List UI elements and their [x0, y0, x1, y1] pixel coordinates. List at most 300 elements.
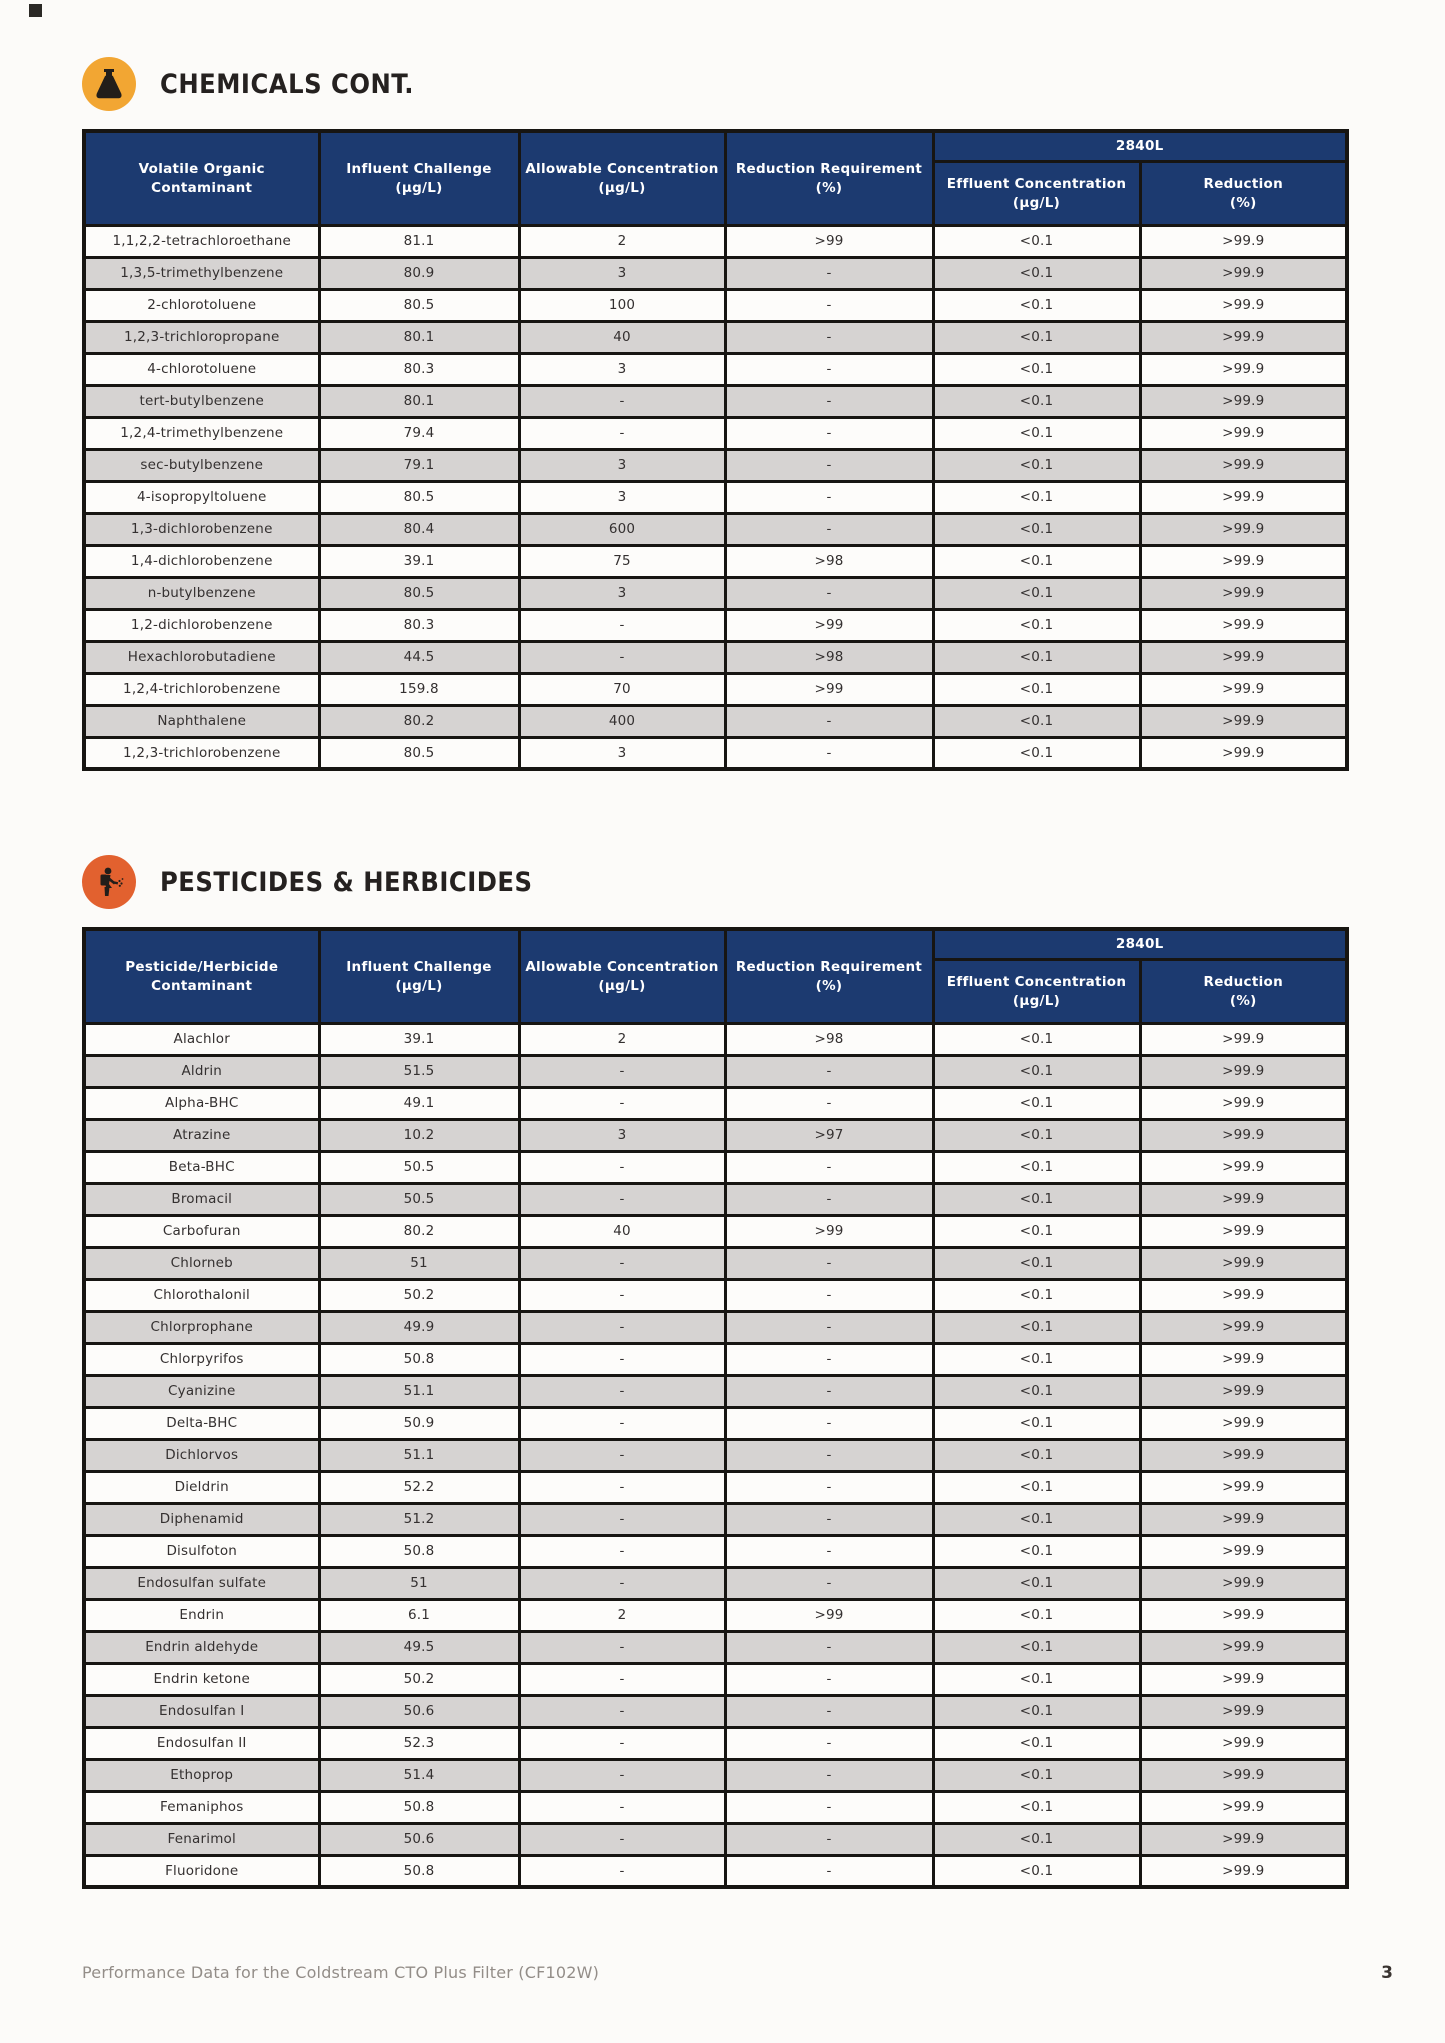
cell-value: >99.9 [1140, 1087, 1347, 1119]
cell-value: 159.8 [319, 673, 519, 705]
table-row [84, 513, 1347, 545]
cell-value: 80.4 [319, 513, 519, 545]
cell-value: 80.5 [319, 737, 519, 769]
table-row [84, 1183, 1347, 1215]
col-header: Allowable Concentration (µg/L) [519, 929, 725, 1023]
cell-value: 80.1 [319, 321, 519, 353]
cell-contaminant: Cyanizine [84, 1375, 319, 1407]
cell-value: - [519, 1503, 725, 1535]
cell-value: - [519, 609, 725, 641]
table-row [84, 1471, 1347, 1503]
cell-value: 6.1 [319, 1599, 519, 1631]
cell-value: - [519, 1535, 725, 1567]
cell-value: <0.1 [933, 1759, 1140, 1791]
cell-value: <0.1 [933, 1119, 1140, 1151]
cell-contaminant: 1,2-dichlorobenzene [84, 609, 319, 641]
cell-value: >99.9 [1140, 1631, 1347, 1663]
cell-value: <0.1 [933, 545, 1140, 577]
cell-value: >99.9 [1140, 353, 1347, 385]
cell-value: - [519, 1759, 725, 1791]
cell-value: 3 [519, 577, 725, 609]
cell-value: 80.9 [319, 257, 519, 289]
table-row [84, 1407, 1347, 1439]
cell-contaminant: 1,4-dichlorobenzene [84, 545, 319, 577]
group-col-header: Reduction (%) [1140, 161, 1347, 225]
table-row [84, 1151, 1347, 1183]
cell-value: 50.6 [319, 1823, 519, 1855]
sprayer-icon [82, 855, 136, 909]
cell-value: 50.8 [319, 1791, 519, 1823]
chemicals-section [82, 55, 1345, 771]
cell-value: 70 [519, 673, 725, 705]
cell-value: <0.1 [933, 641, 1140, 673]
cell-value: - [725, 385, 933, 417]
cell-value: >99.9 [1140, 1663, 1347, 1695]
cell-value: <0.1 [933, 321, 1140, 353]
cell-value: - [519, 1247, 725, 1279]
cell-contaminant: Bromacil [84, 1183, 319, 1215]
table-row [84, 289, 1347, 321]
cell-value: - [519, 1343, 725, 1375]
table-row [84, 321, 1347, 353]
cell-value: >99.9 [1140, 257, 1347, 289]
cell-value: - [725, 353, 933, 385]
table-row [84, 1279, 1347, 1311]
table-row [84, 1759, 1347, 1791]
group-col-header: Reduction (%) [1140, 959, 1347, 1023]
group-col-header: Effluent Concentration (µg/L) [933, 161, 1140, 225]
table-row [84, 1215, 1347, 1247]
scan-corner-mark [29, 4, 42, 17]
cell-value: <0.1 [933, 1279, 1140, 1311]
cell-value: >99 [725, 1599, 933, 1631]
cell-value: - [725, 481, 933, 513]
cell-value: 2 [519, 225, 725, 257]
col-header: Allowable Concentration (µg/L) [519, 131, 725, 225]
cell-value: 3 [519, 257, 725, 289]
table-row [84, 257, 1347, 289]
cell-value: >99.9 [1140, 1247, 1347, 1279]
cell-contaminant: Alpha-BHC [84, 1087, 319, 1119]
cell-value: >99.9 [1140, 1535, 1347, 1567]
group-header-2840L: 2840L [933, 131, 1347, 161]
cell-value: - [519, 1055, 725, 1087]
cell-value: <0.1 [933, 1535, 1140, 1567]
table-row [84, 225, 1347, 257]
cell-value: <0.1 [933, 385, 1140, 417]
cell-contaminant: Fenarimol [84, 1823, 319, 1855]
cell-value: >99 [725, 225, 933, 257]
cell-value: >99.9 [1140, 1823, 1347, 1855]
cell-value: 51.2 [319, 1503, 519, 1535]
cell-value: - [519, 1663, 725, 1695]
cell-value: - [725, 1855, 933, 1887]
cell-value: - [519, 1567, 725, 1599]
table-row [84, 449, 1347, 481]
cell-value: 40 [519, 321, 725, 353]
cell-value: 50.5 [319, 1183, 519, 1215]
table-row [84, 417, 1347, 449]
cell-value: <0.1 [933, 1471, 1140, 1503]
cell-value: >97 [725, 1119, 933, 1151]
cell-contaminant: Fluoridone [84, 1855, 319, 1887]
cell-value: - [725, 257, 933, 289]
col-header: Influent Challenge (µg/L) [319, 929, 519, 1023]
cell-value: - [519, 1727, 725, 1759]
cell-contaminant: Endosulfan sulfate [84, 1567, 319, 1599]
cell-value: - [725, 1791, 933, 1823]
table-row [84, 1023, 1347, 1055]
cell-value: >99 [725, 673, 933, 705]
cell-value: >99.9 [1140, 641, 1347, 673]
cell-value: <0.1 [933, 1439, 1140, 1471]
cell-value: 51 [319, 1247, 519, 1279]
pesticides-table [82, 927, 1349, 1889]
cell-value: >99.9 [1140, 1055, 1347, 1087]
cell-value: 50.2 [319, 1663, 519, 1695]
cell-value: <0.1 [933, 1407, 1140, 1439]
cell-value: <0.1 [933, 737, 1140, 769]
table-row [84, 1567, 1347, 1599]
cell-value: - [519, 1471, 725, 1503]
cell-value: >99.9 [1140, 1439, 1347, 1471]
cell-contaminant: Aldrin [84, 1055, 319, 1087]
table-row [84, 1823, 1347, 1855]
cell-value: - [519, 641, 725, 673]
cell-value: <0.1 [933, 1087, 1140, 1119]
cell-value: - [519, 1791, 725, 1823]
cell-value: 2 [519, 1599, 725, 1631]
page-footer [82, 1963, 1393, 1983]
cell-value: - [725, 1311, 933, 1343]
table-row [84, 1535, 1347, 1567]
cell-value: >99.9 [1140, 737, 1347, 769]
cell-value: >99.9 [1140, 1695, 1347, 1727]
cell-value: >99.9 [1140, 1343, 1347, 1375]
cell-value: 80.1 [319, 385, 519, 417]
cell-value: <0.1 [933, 1503, 1140, 1535]
cell-contaminant: Endrin ketone [84, 1663, 319, 1695]
cell-value: 80.5 [319, 577, 519, 609]
cell-value: 52.3 [319, 1727, 519, 1759]
cell-value: - [519, 1855, 725, 1887]
cell-contaminant: 1,2,4-trimethylbenzene [84, 417, 319, 449]
cell-value: - [519, 1695, 725, 1727]
cell-value: - [725, 1407, 933, 1439]
cell-value: 3 [519, 737, 725, 769]
cell-value: - [519, 1151, 725, 1183]
cell-contaminant: Diphenamid [84, 1503, 319, 1535]
cell-contaminant: 1,3,5-trimethylbenzene [84, 257, 319, 289]
cell-value: <0.1 [933, 1247, 1140, 1279]
cell-value: 51.4 [319, 1759, 519, 1791]
cell-value: - [725, 1375, 933, 1407]
cell-contaminant: Delta-BHC [84, 1407, 319, 1439]
cell-value: <0.1 [933, 1823, 1140, 1855]
table-row [84, 481, 1347, 513]
cell-value: <0.1 [933, 1023, 1140, 1055]
table-row [84, 705, 1347, 737]
cell-value: - [725, 449, 933, 481]
cell-value: - [725, 705, 933, 737]
cell-value: >99.9 [1140, 481, 1347, 513]
cell-value: - [725, 1695, 933, 1727]
table-row [84, 1503, 1347, 1535]
section-title-pesticides: PESTICIDES & HERBICIDES [160, 866, 533, 898]
cell-value: 81.1 [319, 225, 519, 257]
cell-value: 50.8 [319, 1343, 519, 1375]
cell-contaminant: n-butylbenzene [84, 577, 319, 609]
cell-contaminant: Carbofuran [84, 1215, 319, 1247]
table-row [84, 673, 1347, 705]
col-header: Influent Challenge (µg/L) [319, 131, 519, 225]
cell-contaminant: Beta-BHC [84, 1151, 319, 1183]
cell-contaminant: 1,2,4-trichlorobenzene [84, 673, 319, 705]
cell-value: >99.9 [1140, 609, 1347, 641]
table-row [84, 1311, 1347, 1343]
table-row [84, 1055, 1347, 1087]
cell-contaminant: Endosulfan I [84, 1695, 319, 1727]
cell-value: >99.9 [1140, 705, 1347, 737]
table-row [84, 641, 1347, 673]
cell-value: - [519, 1311, 725, 1343]
cell-value: >99.9 [1140, 417, 1347, 449]
cell-value: <0.1 [933, 1631, 1140, 1663]
cell-contaminant: Endosulfan II [84, 1727, 319, 1759]
cell-value: - [725, 513, 933, 545]
cell-contaminant: Chlorprophane [84, 1311, 319, 1343]
flask-icon [82, 57, 136, 111]
cell-value: >99.9 [1140, 1567, 1347, 1599]
cell-value: 51.1 [319, 1439, 519, 1471]
cell-value: <0.1 [933, 417, 1140, 449]
cell-value: - [519, 417, 725, 449]
table-row [84, 577, 1347, 609]
footer-text: Performance Data for the Coldstream CTO Plus Filter (CF102W) [82, 1963, 600, 1982]
cell-contaminant: Atrazine [84, 1119, 319, 1151]
cell-value: >99.9 [1140, 321, 1347, 353]
cell-value: <0.1 [933, 1055, 1140, 1087]
cell-contaminant: 1,1,2,2-tetrachloroethane [84, 225, 319, 257]
cell-value: 80.2 [319, 705, 519, 737]
cell-value: <0.1 [933, 513, 1140, 545]
cell-value: >99.9 [1140, 1215, 1347, 1247]
cell-value: 3 [519, 1119, 725, 1151]
cell-value: - [725, 1279, 933, 1311]
cell-value: - [519, 1087, 725, 1119]
cell-value: 79.4 [319, 417, 519, 449]
cell-contaminant: 1,2,3-trichlorobenzene [84, 737, 319, 769]
table-row [84, 1631, 1347, 1663]
cell-contaminant: Alachlor [84, 1023, 319, 1055]
cell-value: 80.5 [319, 481, 519, 513]
cell-contaminant: Femaniphos [84, 1791, 319, 1823]
cell-value: - [725, 1567, 933, 1599]
cell-value: - [519, 1631, 725, 1663]
cell-contaminant: Endrin [84, 1599, 319, 1631]
cell-value: >99.9 [1140, 1279, 1347, 1311]
table-row [84, 1599, 1347, 1631]
cell-value: >98 [725, 545, 933, 577]
table-row [84, 1663, 1347, 1695]
cell-value: 2 [519, 1023, 725, 1055]
cell-value: >99.9 [1140, 449, 1347, 481]
table-row [84, 737, 1347, 769]
cell-value: >99.9 [1140, 225, 1347, 257]
cell-value: 44.5 [319, 641, 519, 673]
cell-value: 3 [519, 481, 725, 513]
table-row [84, 1727, 1347, 1759]
cell-contaminant: Chlorneb [84, 1247, 319, 1279]
cell-value: >99.9 [1140, 673, 1347, 705]
cell-value: - [725, 289, 933, 321]
cell-value: >99.9 [1140, 1791, 1347, 1823]
cell-value: 50.5 [319, 1151, 519, 1183]
cell-value: - [725, 1823, 933, 1855]
cell-value: - [725, 1663, 933, 1695]
pesticides-section [82, 853, 1345, 1889]
cell-value: >99.9 [1140, 1311, 1347, 1343]
cell-value: >99.9 [1140, 513, 1347, 545]
cell-value: >99.9 [1140, 1119, 1347, 1151]
col-header: Reduction Requirement (%) [725, 131, 933, 225]
cell-value: 50.2 [319, 1279, 519, 1311]
cell-value: >98 [725, 1023, 933, 1055]
cell-value: - [725, 577, 933, 609]
table-row [84, 1247, 1347, 1279]
table-row [84, 1695, 1347, 1727]
table-row [84, 1119, 1347, 1151]
cell-value: <0.1 [933, 289, 1140, 321]
cell-value: <0.1 [933, 449, 1140, 481]
cell-value: <0.1 [933, 1727, 1140, 1759]
cell-value: 400 [519, 705, 725, 737]
cell-value: <0.1 [933, 609, 1140, 641]
cell-value: - [725, 1439, 933, 1471]
cell-value: - [725, 1183, 933, 1215]
cell-value: >99.9 [1140, 1151, 1347, 1183]
cell-value: >99.9 [1140, 577, 1347, 609]
table-row [84, 1439, 1347, 1471]
cell-value: 50.6 [319, 1695, 519, 1727]
cell-value: <0.1 [933, 257, 1140, 289]
col-header: Reduction Requirement (%) [725, 929, 933, 1023]
table-row [84, 1855, 1347, 1887]
cell-value: 49.5 [319, 1631, 519, 1663]
table-row [84, 385, 1347, 417]
cell-value: 49.9 [319, 1311, 519, 1343]
cell-value: 3 [519, 449, 725, 481]
cell-value: >99.9 [1140, 1759, 1347, 1791]
cell-contaminant: sec-butylbenzene [84, 449, 319, 481]
cell-value: 51 [319, 1567, 519, 1599]
chemicals-table [82, 129, 1349, 771]
cell-value: <0.1 [933, 1599, 1140, 1631]
cell-value: 51.5 [319, 1055, 519, 1087]
chemicals-section-header [82, 55, 1345, 113]
cell-value: >99.9 [1140, 1727, 1347, 1759]
cell-value: - [725, 321, 933, 353]
cell-value: - [725, 417, 933, 449]
cell-contaminant: Hexachlorobutadiene [84, 641, 319, 673]
cell-value: - [725, 1247, 933, 1279]
cell-contaminant: Disulfoton [84, 1535, 319, 1567]
cell-value: - [519, 1279, 725, 1311]
cell-value: 79.1 [319, 449, 519, 481]
cell-value: <0.1 [933, 1183, 1140, 1215]
cell-value: - [725, 1151, 933, 1183]
cell-value: 50.9 [319, 1407, 519, 1439]
cell-value: >99.9 [1140, 289, 1347, 321]
cell-value: 75 [519, 545, 725, 577]
cell-value: 80.2 [319, 1215, 519, 1247]
cell-value: - [519, 1183, 725, 1215]
cell-value: >98 [725, 641, 933, 673]
cell-value: <0.1 [933, 1567, 1140, 1599]
cell-value: 80.3 [319, 609, 519, 641]
cell-value: 100 [519, 289, 725, 321]
cell-value: <0.1 [933, 1855, 1140, 1887]
cell-value: >99.9 [1140, 1855, 1347, 1887]
cell-value: - [519, 385, 725, 417]
table-row [84, 545, 1347, 577]
cell-value: 80.5 [319, 289, 519, 321]
cell-contaminant: Dichlorvos [84, 1439, 319, 1471]
cell-contaminant: Ethoprop [84, 1759, 319, 1791]
cell-contaminant: Naphthalene [84, 705, 319, 737]
cell-contaminant: Chlorpyrifos [84, 1343, 319, 1375]
cell-value: >99.9 [1140, 385, 1347, 417]
section-title-chemicals: CHEMICALS CONT. [160, 68, 415, 100]
cell-value: - [725, 1055, 933, 1087]
cell-value: <0.1 [933, 1375, 1140, 1407]
cell-value: - [725, 737, 933, 769]
table-row [84, 1375, 1347, 1407]
cell-value: >99.9 [1140, 1503, 1347, 1535]
cell-value: 600 [519, 513, 725, 545]
cell-value: >99.9 [1140, 1407, 1347, 1439]
cell-value: >99.9 [1140, 545, 1347, 577]
cell-value: >99.9 [1140, 1375, 1347, 1407]
cell-contaminant: Dieldrin [84, 1471, 319, 1503]
cell-value: <0.1 [933, 481, 1140, 513]
cell-contaminant: 2-chlorotoluene [84, 289, 319, 321]
cell-value: <0.1 [933, 705, 1140, 737]
cell-value: <0.1 [933, 225, 1140, 257]
cell-value: >99.9 [1140, 1471, 1347, 1503]
cell-value: <0.1 [933, 1343, 1140, 1375]
cell-value: - [519, 1439, 725, 1471]
cell-value: - [519, 1375, 725, 1407]
cell-value: <0.1 [933, 1215, 1140, 1247]
table-row [84, 353, 1347, 385]
group-col-header: Effluent Concentration (µg/L) [933, 959, 1140, 1023]
cell-contaminant: 4-isopropyltoluene [84, 481, 319, 513]
cell-value: - [725, 1631, 933, 1663]
pesticides-section-header [82, 853, 1345, 911]
cell-value: - [725, 1503, 933, 1535]
cell-value: 50.8 [319, 1855, 519, 1887]
cell-value: <0.1 [933, 1151, 1140, 1183]
cell-value: 40 [519, 1215, 725, 1247]
cell-value: - [725, 1727, 933, 1759]
cell-value: <0.1 [933, 1663, 1140, 1695]
cell-value: 39.1 [319, 1023, 519, 1055]
cell-contaminant: Endrin aldehyde [84, 1631, 319, 1663]
cell-value: >99.9 [1140, 1599, 1347, 1631]
cell-value: >99 [725, 609, 933, 641]
cell-value: >99.9 [1140, 1183, 1347, 1215]
